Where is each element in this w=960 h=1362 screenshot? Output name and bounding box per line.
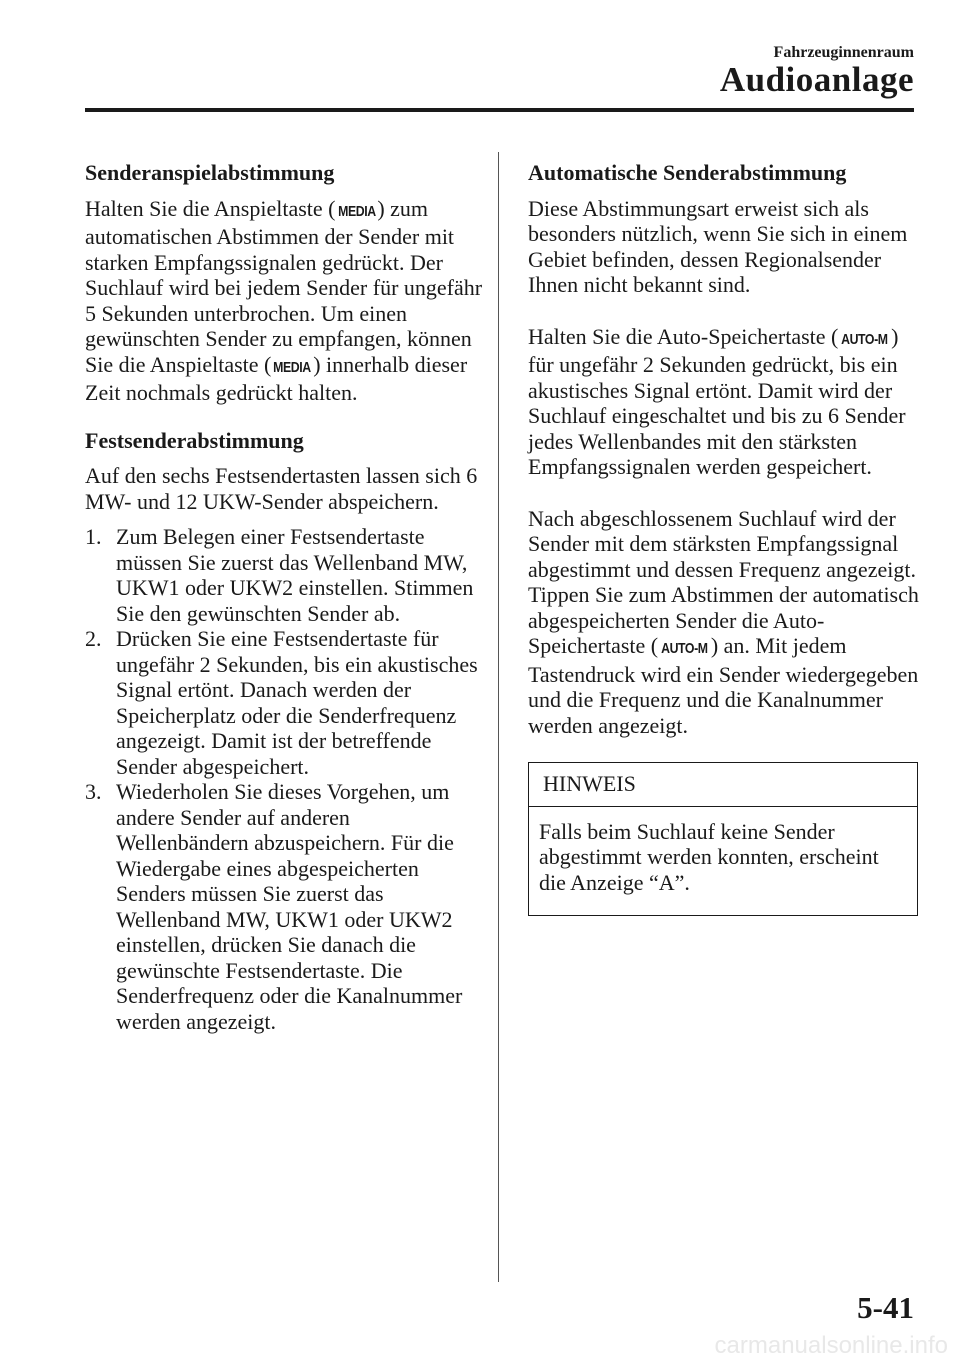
auto-m-key-icon: AUTO-M <box>661 640 708 657</box>
steps-list <box>85 524 485 1034</box>
header-rule <box>85 108 914 112</box>
right-column <box>528 160 920 916</box>
paragraph-intro: Diese Abstimmungsart erweist sich als besonders nützlich, wenn Sie sich in einem Gebiet befinden, dessen Regionalsender Ihnen nicht bekannt sind. <box>528 195 908 297</box>
media-key-icon: MEDIA <box>273 358 312 376</box>
note-title: HINWEIS <box>529 763 917 807</box>
paragraph-suchlauf: Nach abgeschlossenem Suchlauf wird der Sender mit dem stärksten Empfangssignal abgestimmt und dessen Frequenz angezeigt. Tippen Sie zum Abstimmen der automatisch abgespeicherten Sender die Auto-Speichertaste ( AUTO-M ) an. Mit jedem Tastendruck wird ein Sender wiedergegeben und die Frequenz und die Kanalnummer werden angezeigt. <box>528 505 919 738</box>
left-column <box>85 160 485 1034</box>
list-item: 1. Zum Belegen einer Festsendertaste müssen Sie zuerst das Wellenband MW, UKW1 oder UKW2 einstellen. Stimmen Sie den gewünschten Sender ab. <box>85 524 474 626</box>
note-box <box>528 762 918 916</box>
section-label: Fahrzeuginnenraum <box>773 44 914 61</box>
paragraph-auto-speichertaste: Halten Sie die Auto-Speichertaste ( AUTO-M ) für ungefähr 2 Sekunden gedrückt, bis ein akustisches Signal ertönt. Damit wird der Suchlauf eingeschaltet und bis zu 6 Sender jedes Wellenbandes mit den stärksten Empfangssignalen werden gespeichert. <box>528 323 906 479</box>
list-item: 3. Wiederholen Sie dieses Vorgehen, um andere Sender auf anderen Wellenbändern abzuspeichern. Für die Wiedergabe eines abgespeicherten Senders müssen Sie zuerst das Wellenband MW, UKW1 oder UKW2 einstellen, drücken Sie danach die gewünschte Festsendertaste. Die Senderfrequenz oder die Kanalnummer werden angezeigt. <box>85 779 463 1034</box>
page-number: 5-41 <box>857 1290 914 1325</box>
paragraph-anspieltaste: Halten Sie die Anspieltaste ( MEDIA) zum automatischen Abstimmen der Sender mit starken Empfangssignalen gedrückt. Der Suchlauf wird bei jedem Sender für ungefähr 5 Sekunden unterbrochen. Um einen gewünschten Sender zu empfangen, können Sie die Anspieltaste ( MEDIA) innerhalb dieser Zeit nochmals gedrückt halten. <box>85 195 483 405</box>
media-key-icon: MEDIA <box>337 202 376 220</box>
paragraph-festsender: Auf den sechs Festsendertasten lassen sich 6 MW- und 12 UKW-Sender abspeichern. <box>85 463 478 514</box>
list-item: 2. Drücken Sie eine Festsendertaste für ungefähr 2 Sekunden, bis ein akustisches Signal ertönt. Danach werden der Speicherplatz oder die Senderfrequenz angezeigt. Damit ist der betreffende Sender abgespeichert. <box>85 626 478 779</box>
heading-automatische-senderabstimmung: Automatische Senderabstimmung <box>528 160 847 185</box>
auto-m-key-icon: AUTO-M <box>841 330 888 348</box>
heading-senderanspielabstimmung: Senderanspielabstimmung <box>85 160 335 185</box>
heading-festsenderabstimmung: Festsenderabstimmung <box>85 427 304 453</box>
watermark: carmanualsonline.info <box>714 1332 948 1359</box>
column-divider <box>498 152 499 1282</box>
note-text: Falls beim Suchlauf keine Sender abgestimmt werden konnten, erscheint die Anzeige “A”. <box>539 818 879 895</box>
page-title: Audioanlage <box>719 60 914 99</box>
